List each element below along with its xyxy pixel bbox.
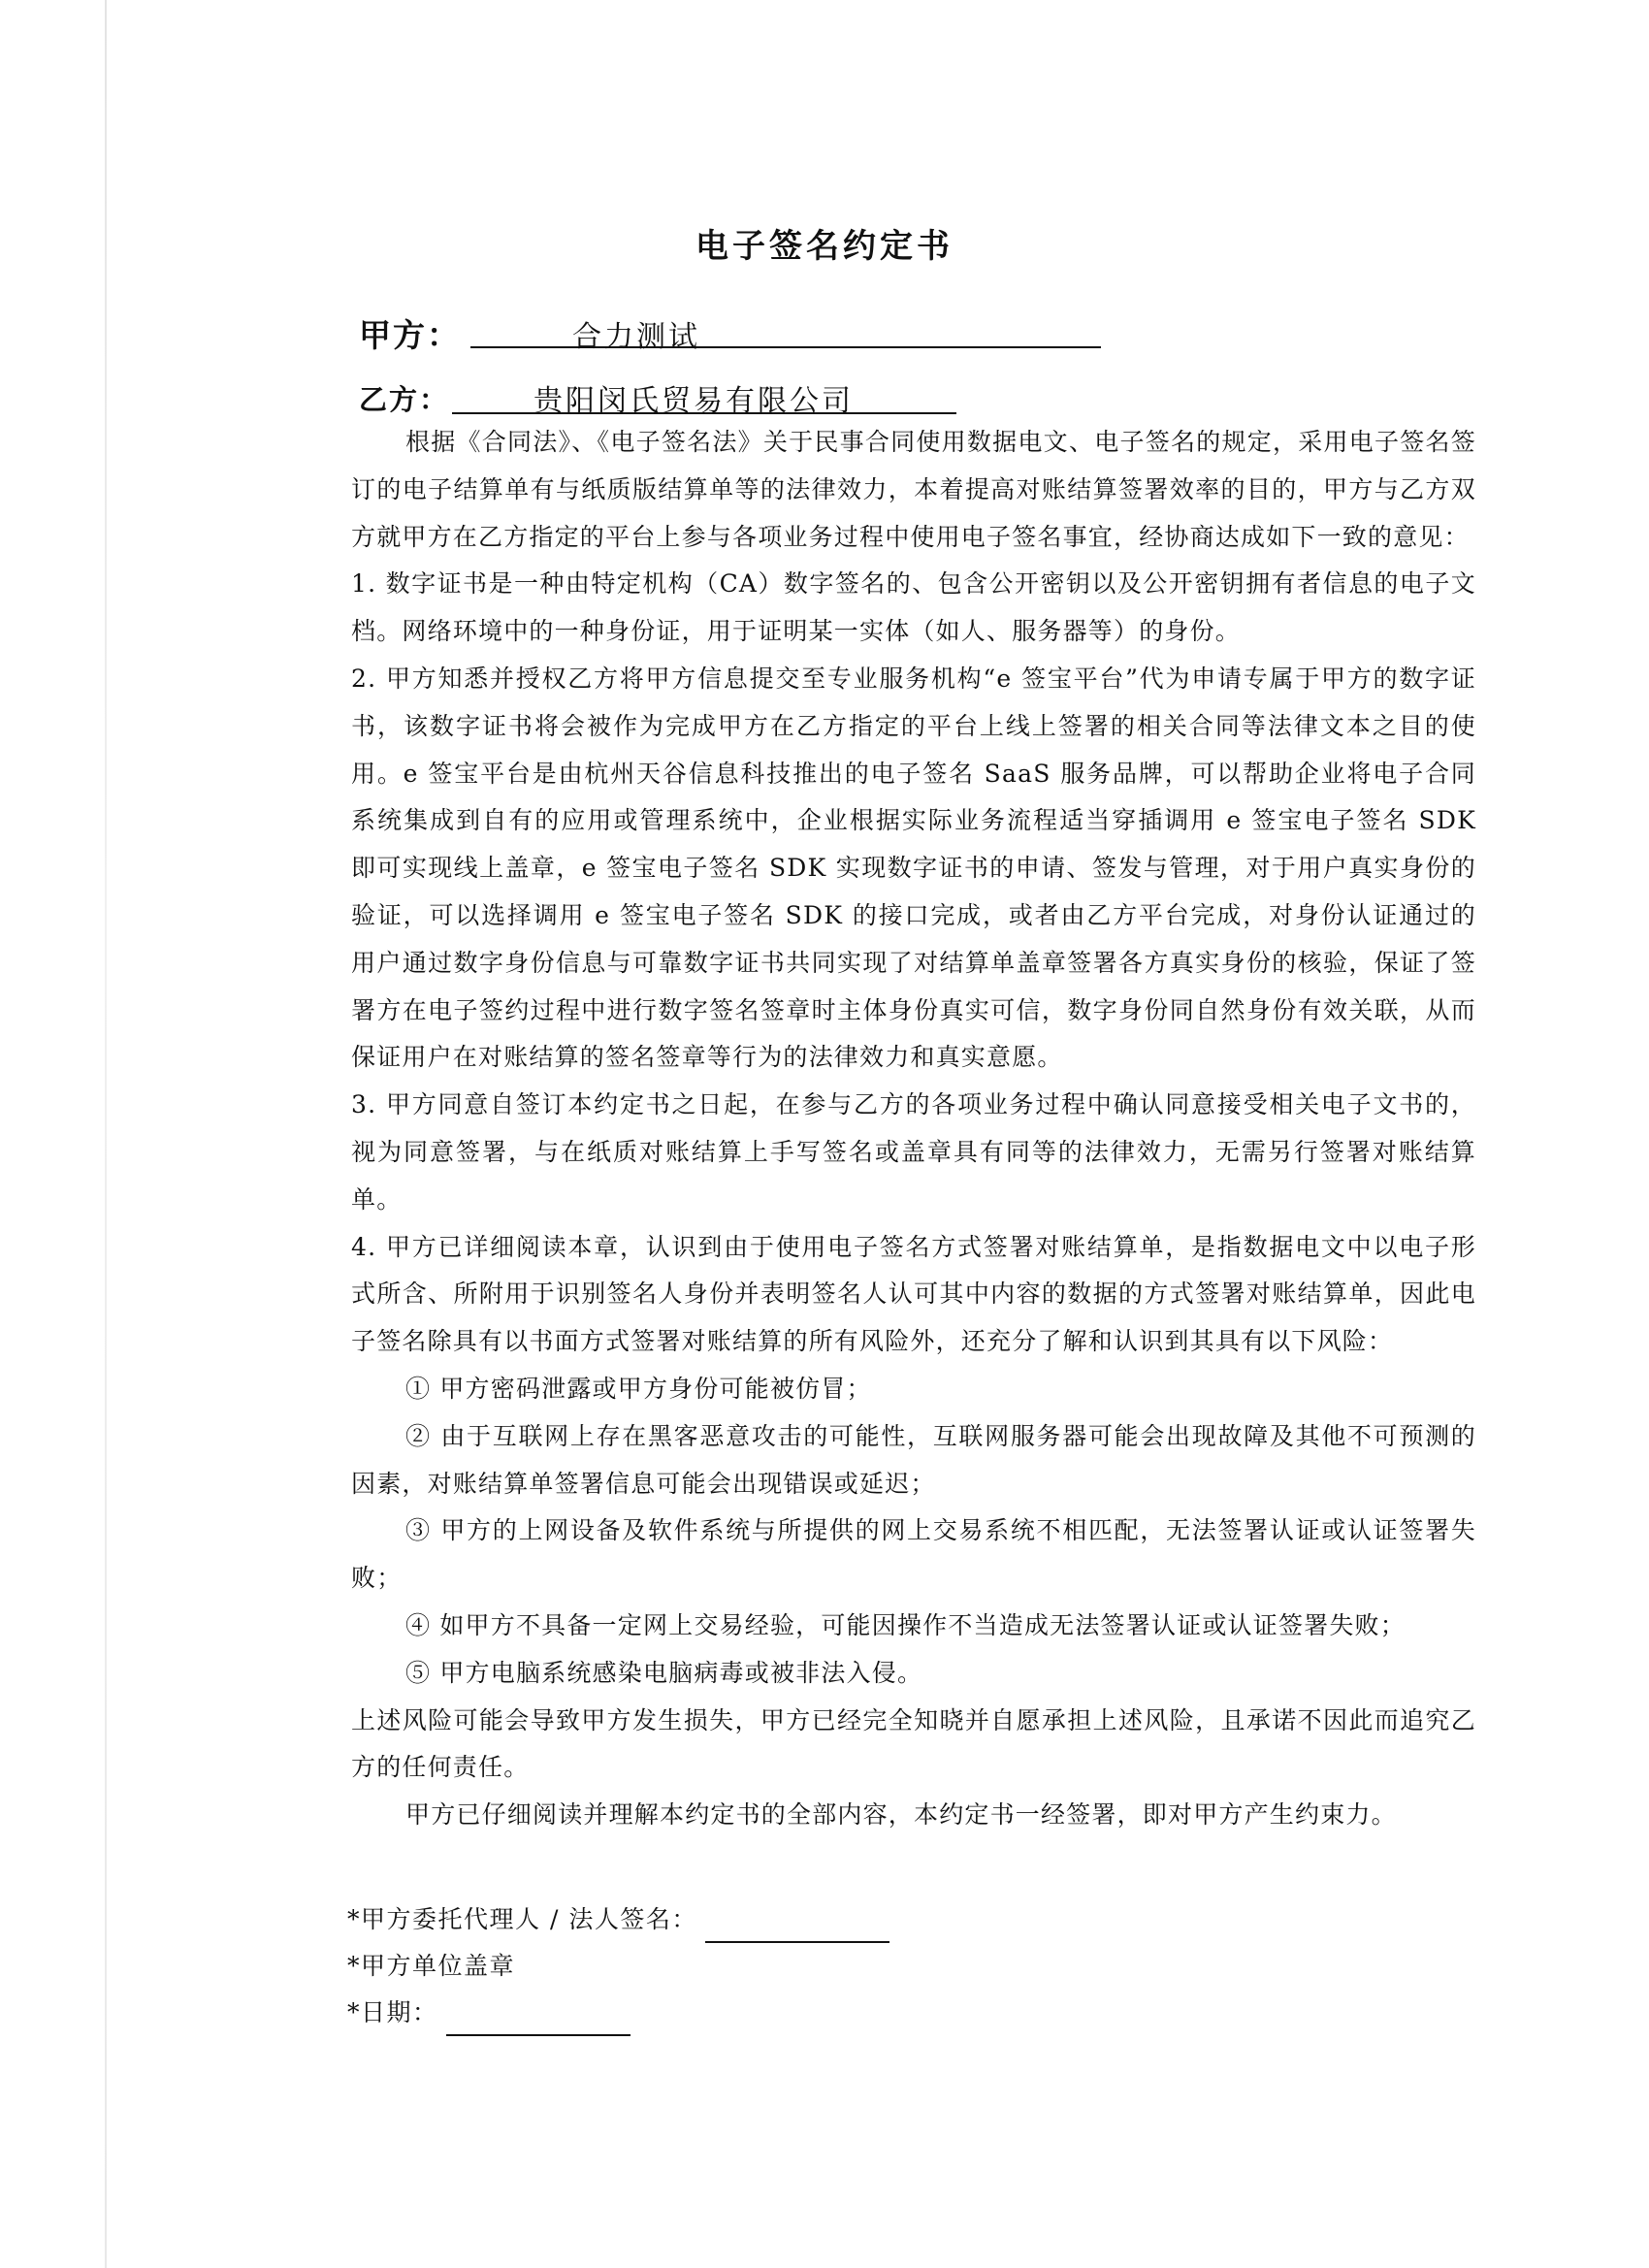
document-title: 电子签名约定书 bbox=[695, 227, 954, 266]
closing-statement: 甲方已仔细阅读并理解本约定书的全部内容，本约定书一经签署，即对甲方产生约束力。 bbox=[405, 1800, 1397, 1830]
party-a-value: 合力测试 bbox=[572, 320, 700, 354]
party-b-label: 乙方： bbox=[359, 383, 450, 416]
agent-signature-label: *甲方委托代理人 / 法人签名： bbox=[347, 1905, 697, 1933]
clause-4: 4. 甲方已详细阅读本章，认识到由于使用电子签名方式签署对账结算单，是指数据电文中以电子形式所含、所附用于识别签名人身份并表明签名人认可其中内容的数据的方式签署对账结算单，因此电子签名除具有以书面方式签署对账结算的所有风险外，还充分了解和认识到其具有以下风险： bbox=[351, 1232, 1476, 1356]
party-b-underline bbox=[452, 412, 956, 414]
risk-item-5: ⑤ 甲方电脑系统感染电脑病毒或被非法入侵。 bbox=[405, 1658, 923, 1687]
party-a-label: 甲方： bbox=[359, 316, 461, 354]
date-row bbox=[347, 1990, 889, 2036]
risk-item-2: ② 由于互联网上存在黑客恶意攻击的可能性，互联网服务器可能会出现故障及其他不可预测的因素，对账结算单签署信息可能会出现错误或延迟； bbox=[351, 1421, 1476, 1498]
seal-label: *甲方单位盖章 bbox=[347, 1952, 516, 1980]
risk-summary: 上述风险可能会导致甲方发生损失，甲方已经完全知晓并自愿承担上述风险，且承诺不因此而追究乙方的任何责任。 bbox=[351, 1705, 1476, 1782]
date-field[interactable] bbox=[446, 2001, 630, 2036]
party-a-underline bbox=[470, 346, 1101, 348]
date-label: *日期： bbox=[347, 1998, 438, 2026]
agreement-body bbox=[351, 419, 1476, 1839]
agent-signature-row bbox=[347, 1896, 889, 1943]
intro-paragraph: 根据《合同法》、《电子签名法》关于民事合同使用数据电文、电子签名的规定，采用电子签名签订的电子结算单有与纸质版结算单等的法律效力，本着提高对账结算签署效率的目的，甲方与乙方双方就甲方在乙方指定的平台上参与各项业务过程中使用电子签名事宜，经协商达成如下一致的意见： bbox=[351, 428, 1476, 551]
signature-block bbox=[347, 1896, 889, 2036]
agent-signature-field[interactable] bbox=[705, 1908, 889, 1943]
clause-2: 2. 甲方知悉并授权乙方将甲方信息提交至专业服务机构“e 签宝平台”代为申请专属于甲方的数字证书，该数字证书将会被作为完成甲方在乙方指定的平台上线上签署的相关合同等法律文本之目的使用。e 签宝平台是由杭州天谷信息科技推出的电子签名 SaaS 服务品牌，可以帮助企业将电子合同系统集成到自有的应用或管理系统中，企业根据实际业务流程适当穿插调用 e 签宝电子签名 SDK 即可实现线上盖章，e 签宝电子签名 SDK 实现数字证书的申请、签发与管理，对于用户真实身份的验证，可以选择调用 e 签宝电子签名 SDK 的接口完成，或者由乙方平台完成，对身份认证通过的用户通过数字身份信息与可靠数字证书共同实现了对结算单盖章签署各方真实身份的核验，保证了签署方在电子签约过程中进行数字签名签章时主体身份真实可信，数字身份同自然身份有效关联，从而保证用户在对账结算的签名签章等行为的法律效力和真实意愿。 bbox=[351, 664, 1476, 1072]
clause-1: 1. 数字证书是一种由特定机构（CA）数字签名的、包含公开密钥以及公开密钥拥有者信息的电子文档。网络环境中的一种身份证，用于证明某一实体（如人、服务器等）的身份。 bbox=[351, 569, 1476, 646]
seal-row bbox=[347, 1943, 889, 1990]
clause-3: 3. 甲方同意自签订本约定书之日起，在参与乙方的各项业务过程中确认同意接受相关电子文书的，视为同意签署，与在纸质对账结算上手写签名或盖章具有同等的法律效力，无需另行签署对账结算单。 bbox=[351, 1090, 1476, 1214]
party-b-value: 贵阳闵氏贸易有限公司 bbox=[534, 384, 854, 418]
scan-edge-shadow bbox=[105, 0, 107, 2268]
risk-item-1: ① 甲方密码泄露或甲方身份可能被仿冒； bbox=[405, 1374, 872, 1403]
risk-item-3: ③ 甲方的上网设备及软件系统与所提供的网上交易系统不相匹配，无法签署认证或认证签署失败； bbox=[351, 1516, 1476, 1593]
risk-item-4: ④ 如甲方不具备一定网上交易经验，可能因操作不当造成无法签署认证或认证签署失败； bbox=[405, 1610, 1406, 1639]
